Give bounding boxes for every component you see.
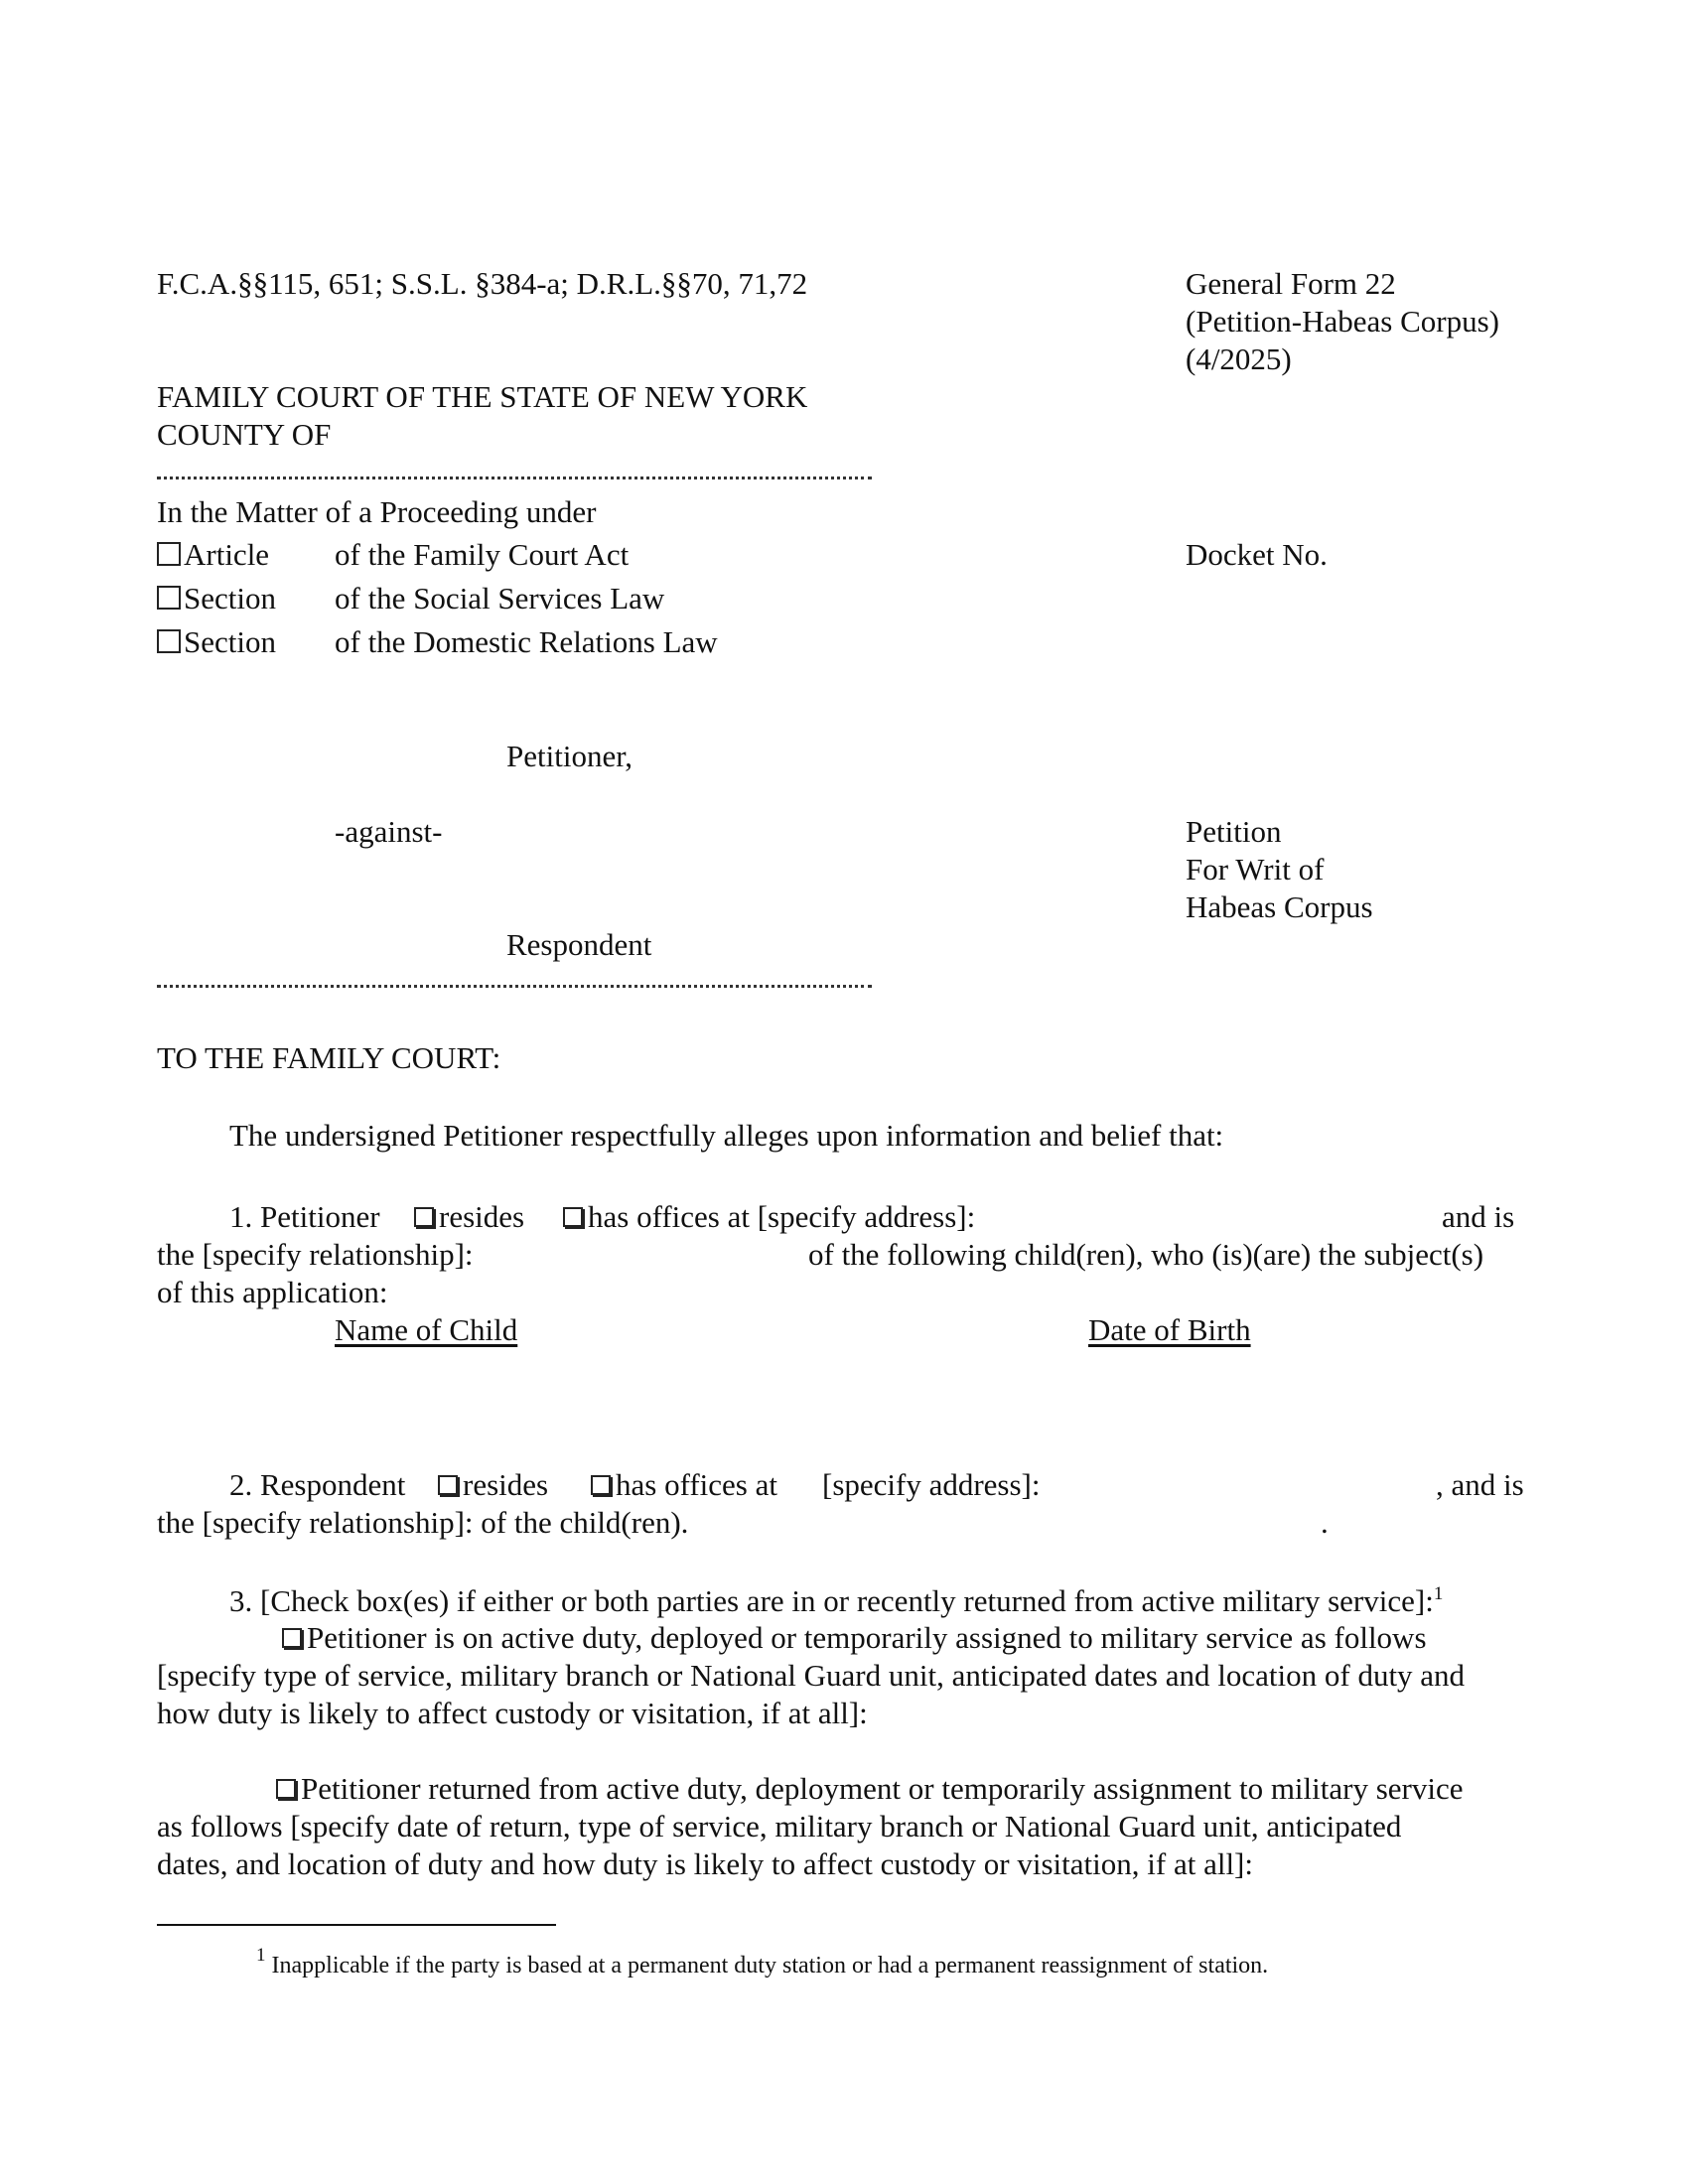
article-checkbox[interactable]	[157, 542, 181, 566]
form-type: (Petition-Habeas Corpus)	[1186, 304, 1499, 339]
form-name: General Form 22	[1186, 266, 1396, 301]
petitioner-label: Petitioner,	[506, 739, 633, 773]
active-duty-checkbox[interactable]	[282, 1628, 302, 1648]
p3-option-returned: Petitioner returned from active duty, deployment or temporarily assignment to military service	[276, 1773, 1464, 1804]
court-name: FAMILY COURT OF THE STATE OF NEW YORK	[157, 379, 808, 414]
caption-top-divider	[157, 473, 872, 479]
p3-option-active-duty: Petitioner is on active duty, deployed or temporarily assigned to military service as follows	[282, 1622, 1427, 1653]
p3-active-duty-line-3: how duty is likely to affect custody or visitation, if at all]:	[157, 1696, 868, 1730]
returned-checkbox[interactable]	[276, 1779, 296, 1799]
addressee: TO THE FAMILY COURT:	[157, 1040, 501, 1075]
form-date: (4/2025)	[1186, 341, 1292, 376]
p1-petitioner: 1. Petitioner	[229, 1199, 380, 1234]
footnote	[256, 1946, 1268, 1978]
p2-resides-option: resides	[438, 1469, 548, 1500]
p1-resides-checkbox[interactable]	[414, 1207, 434, 1227]
p3-returned-line-3: dates, and location of duty and how duty is likely to affect custody or visitation, if at all]:	[157, 1846, 1253, 1881]
option-article: Article	[157, 539, 269, 570]
statute-citation: F.C.A.§§115, 651; S.S.L. §384-a; D.R.L.§§70, 71,72	[157, 266, 808, 301]
p1-application: of this application:	[157, 1275, 388, 1309]
p2-respondent: 2. Respondent	[229, 1467, 406, 1502]
respondent-label: Respondent	[506, 927, 652, 962]
drl-section-checkbox[interactable]	[157, 629, 181, 653]
p2-offices-checkbox[interactable]	[591, 1475, 611, 1495]
footnote-text: Inapplicable if the party is based at a permanent duty station or had a permanent reassignment of station.	[271, 1953, 1269, 1979]
option-drl-section: Section	[157, 626, 276, 657]
p1-offices-option: has offices at [specify address]:	[563, 1201, 975, 1232]
option-article-text: of the Family Court Act	[335, 537, 630, 572]
ssl-section-checkbox[interactable]	[157, 586, 181, 610]
matter-intro: In the Matter of a Proceeding under	[157, 494, 597, 529]
document-title-line-1: Petition	[1186, 814, 1282, 849]
p1-resides-option: resides	[414, 1201, 524, 1232]
p2-period: .	[1321, 1505, 1329, 1540]
against-label: -against-	[335, 814, 443, 849]
p2-offices-option: has offices at	[591, 1469, 777, 1500]
p1-offices-checkbox[interactable]	[563, 1207, 583, 1227]
option-drl-text: of the Domestic Relations Law	[335, 624, 718, 659]
p3-active-duty-line-2: [specify type of service, military branch or National Guard unit, anticipated dates and location of duty and	[157, 1658, 1466, 1693]
p3-military-intro: 3. [Check box(es) if either or both parties are in or recently returned from active military service]:$^1$	[229, 1583, 1444, 1618]
p2-address-label: [specify address]:	[822, 1467, 1041, 1502]
caption-bottom-divider	[157, 981, 872, 988]
footnote-ref: 1	[1433, 1583, 1444, 1604]
docket-number-label: Docket No.	[1186, 537, 1328, 572]
p1-relationship-label: the [specify relationship]:	[157, 1237, 474, 1272]
date-of-birth-header: Date of Birth	[1088, 1312, 1251, 1347]
county-label: COUNTY OF	[157, 417, 332, 452]
document-title-line-2: For Writ of	[1186, 852, 1325, 887]
option-ssl-text: of the Social Services Law	[335, 581, 665, 615]
footnote-mark: 1	[256, 1945, 266, 1966]
option-ssl-section: Section	[157, 583, 276, 614]
document-title-line-3: Habeas Corpus	[1186, 889, 1373, 924]
p2-resides-checkbox[interactable]	[438, 1475, 458, 1495]
p1-following-children: of the following child(ren), who (is)(are) the subject(s)	[808, 1237, 1484, 1272]
name-of-child-header: Name of Child	[335, 1312, 518, 1347]
p2-relationship-line: the [specify relationship]: of the child(ren).	[157, 1505, 689, 1540]
footnote-separator	[157, 1924, 556, 1926]
intro-paragraph: The undersigned Petitioner respectfully alleges upon information and belief that:	[229, 1118, 1224, 1153]
p3-returned-line-2: as follows [specify date of return, type of service, military branch or National Guard unit, anticipated	[157, 1809, 1402, 1843]
p1-and-is: and is	[1442, 1199, 1515, 1234]
p2-and-is: , and is	[1436, 1467, 1524, 1502]
